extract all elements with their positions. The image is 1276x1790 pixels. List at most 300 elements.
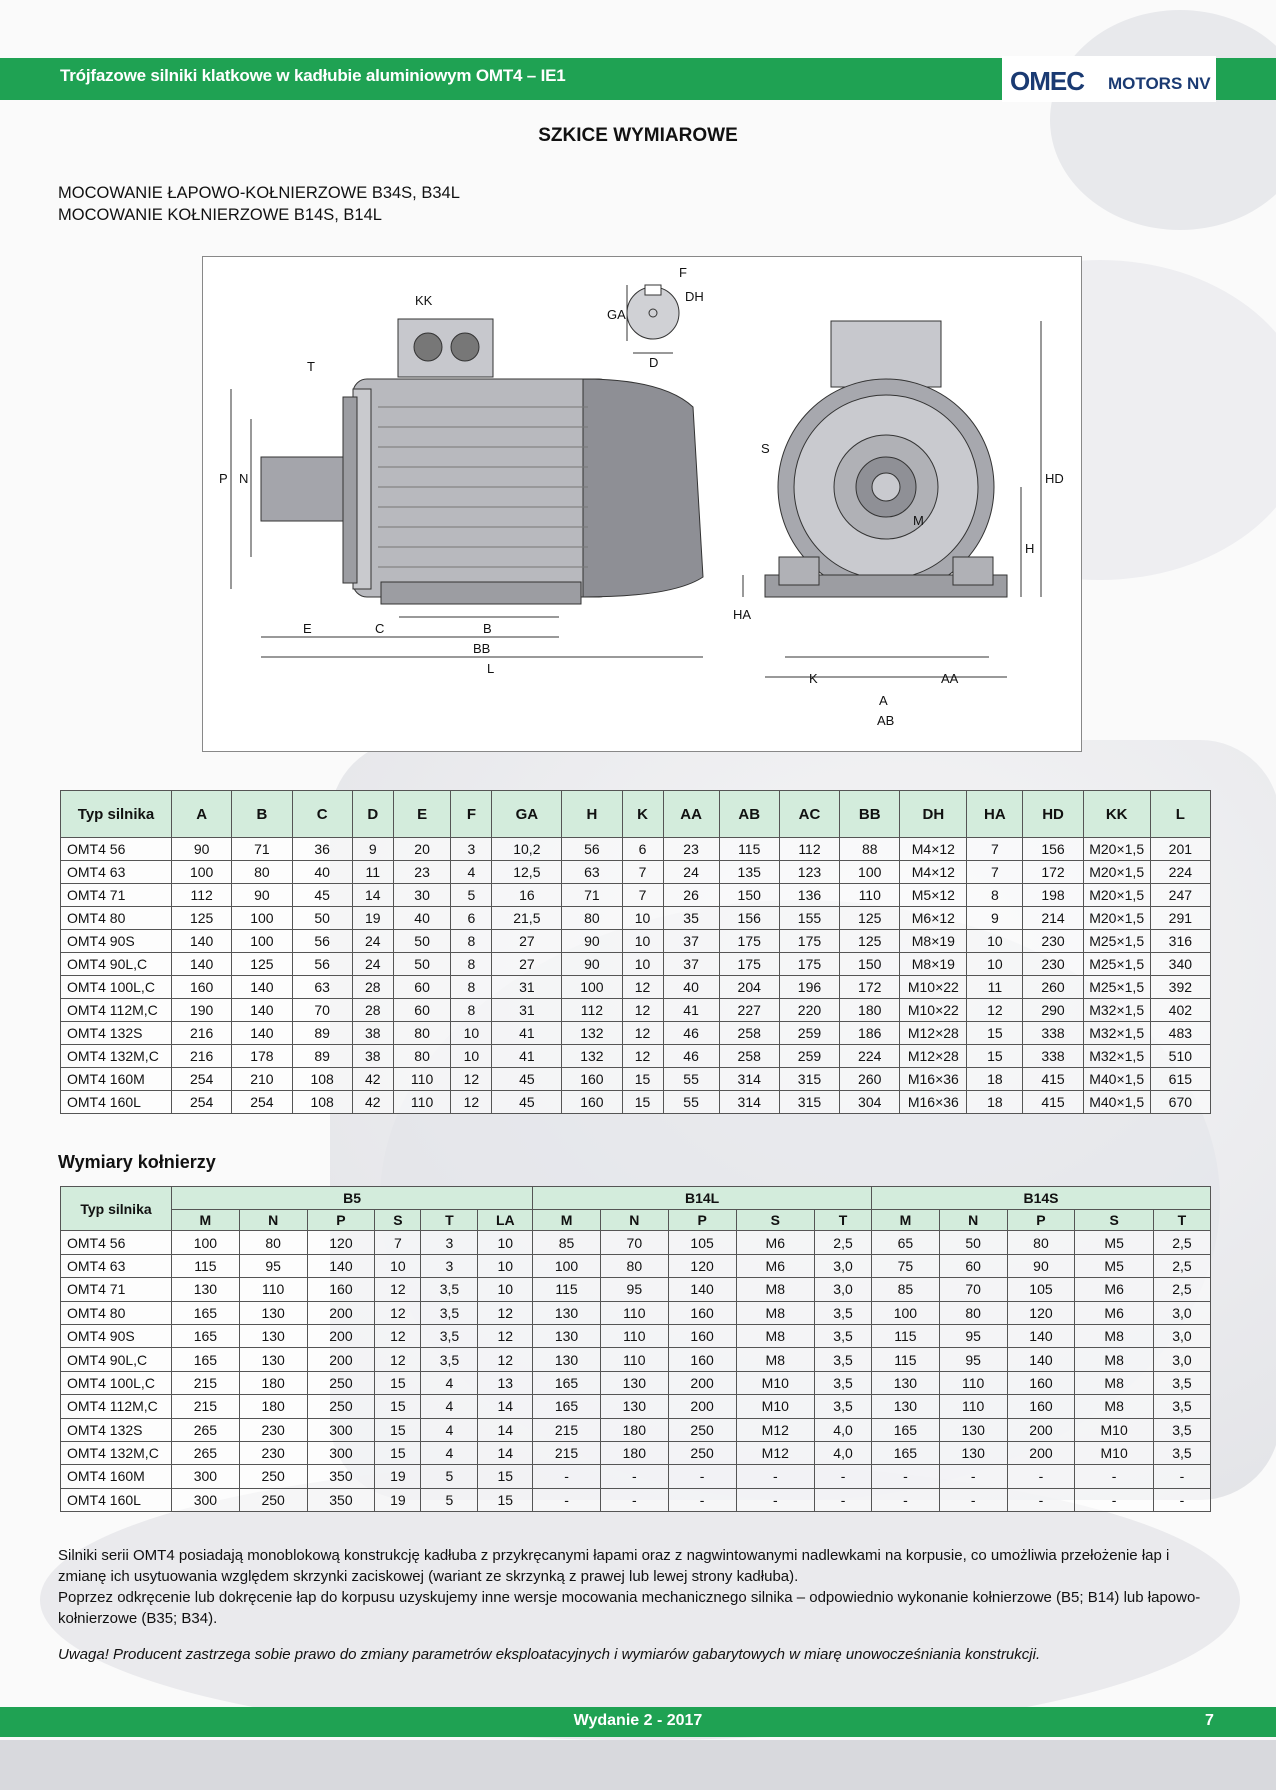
table-cell: 3,0 (815, 1254, 872, 1277)
table-cell: 3 (451, 838, 492, 861)
table-cell: 196 (779, 976, 839, 999)
table-cell: 71 (562, 884, 622, 907)
table-cell: 40 (393, 907, 451, 930)
table-cell: 45 (492, 1091, 562, 1114)
table-cell: 392 (1150, 976, 1210, 999)
table-cell: 100 (172, 861, 232, 884)
table-cell: - (1075, 1488, 1154, 1511)
label-ga: GA (607, 307, 626, 322)
motor-type-cell: OMT4 100L,C (61, 976, 172, 999)
table-cell: 140 (307, 1254, 375, 1277)
table-cell: 100 (562, 976, 622, 999)
table-cell: M32×1,5 (1083, 1022, 1150, 1045)
table-cell: 670 (1150, 1091, 1210, 1114)
table-cell: 130 (872, 1371, 940, 1394)
table-cell: 14 (478, 1418, 533, 1441)
logo-main-text: OMEC (1010, 66, 1084, 96)
table-cell: - (1153, 1465, 1210, 1488)
table-cell: 15 (967, 1022, 1023, 1045)
table-cell: 80 (393, 1045, 451, 1068)
table-cell: - (1007, 1488, 1075, 1511)
table-cell: 215 (172, 1395, 240, 1418)
table-cell: 3,5 (421, 1278, 478, 1301)
table-cell: 300 (172, 1465, 240, 1488)
table-cell: 23 (393, 861, 451, 884)
table-cell: 100 (172, 1231, 240, 1254)
column-header-l: L (1150, 791, 1210, 838)
table-cell: 259 (779, 1045, 839, 1068)
table-cell: M8 (1075, 1395, 1154, 1418)
label-n: N (239, 471, 249, 486)
table-cell: 224 (840, 1045, 900, 1068)
table-cell: 3 (421, 1254, 478, 1277)
label-bb: BB (473, 641, 491, 656)
table-row (61, 999, 1211, 1022)
table-cell: 180 (600, 1418, 668, 1441)
table-cell: 100 (872, 1301, 940, 1324)
table-cell: 250 (307, 1395, 375, 1418)
table-cell: 175 (719, 953, 779, 976)
table-cell: 136 (779, 884, 839, 907)
table-cell: M12×28 (900, 1045, 967, 1068)
label-ab: AB (877, 713, 895, 728)
table-cell: M6 (1075, 1278, 1154, 1301)
motor-type-cell: OMT4 90L,C (61, 1348, 172, 1371)
table-cell: 71 (232, 838, 292, 861)
table-cell: 45 (292, 884, 352, 907)
motor-type-cell: OMT4 63 (61, 1254, 172, 1277)
table-cell: 31 (492, 999, 562, 1022)
table-cell: 350 (307, 1488, 375, 1511)
table-cell: 35 (663, 907, 719, 930)
table-row (61, 1045, 1211, 1068)
subheader-s: S (1075, 1210, 1154, 1231)
disclaimer-note: Uwaga! Producent zastrzega sobie prawo do zmiany parametrów eksploatacyjnych i wymiarów gabarytowych w miarę unowocześniania konstrukcji. (58, 1646, 1041, 1663)
table-cell: 130 (239, 1348, 307, 1371)
table-cell: 140 (172, 953, 232, 976)
table-cell: 90 (232, 884, 292, 907)
table-cell: 26 (663, 884, 719, 907)
table-row (61, 1301, 1211, 1324)
table-cell: 3,5 (421, 1324, 478, 1347)
table-cell: M12 (736, 1418, 815, 1441)
table-cell: 250 (668, 1441, 736, 1464)
table-cell: 110 (393, 1068, 451, 1091)
table-cell: M4×12 (900, 861, 967, 884)
table-row (61, 1231, 1211, 1254)
table-cell: 254 (172, 1091, 232, 1114)
table-cell: 165 (172, 1348, 240, 1371)
motor-type-cell: OMT4 160L (61, 1488, 172, 1511)
table-cell: 41 (492, 1022, 562, 1045)
table-cell: 130 (172, 1278, 240, 1301)
table-cell: - (1007, 1465, 1075, 1488)
table-cell: 14 (478, 1441, 533, 1464)
table-cell: 259 (779, 1022, 839, 1045)
subheader-t: T (815, 1210, 872, 1231)
table-cell: 265 (172, 1418, 240, 1441)
motor-type-cell: OMT4 160L (61, 1091, 172, 1114)
table-cell: 5 (421, 1488, 478, 1511)
table-cell: 160 (668, 1348, 736, 1371)
table-cell: M8 (1075, 1371, 1154, 1394)
table-cell: 10 (967, 953, 1023, 976)
motor-type-cell: OMT4 90S (61, 1324, 172, 1347)
table-row (61, 1395, 1211, 1418)
table-cell: 50 (292, 907, 352, 930)
table-cell: 10 (478, 1231, 533, 1254)
table-cell: 200 (307, 1301, 375, 1324)
table-row (61, 1441, 1211, 1464)
mounting-line-2: MOCOWANIE KOŁNIERZOWE B14S, B14L (58, 206, 382, 224)
table-cell: - (1153, 1488, 1210, 1511)
table-cell: 89 (292, 1022, 352, 1045)
table-cell: 254 (172, 1068, 232, 1091)
motor-type-cell: OMT4 132S (61, 1418, 172, 1441)
table-cell: M10×22 (900, 976, 967, 999)
table-cell: 100 (533, 1254, 601, 1277)
label-kk: KK (415, 293, 433, 308)
table-cell: 13 (478, 1371, 533, 1394)
table-cell: 23 (663, 838, 719, 861)
table-cell: 510 (1150, 1045, 1210, 1068)
table-cell: 115 (872, 1348, 940, 1371)
motor-type-cell: OMT4 80 (61, 907, 172, 930)
table-cell: 7 (622, 861, 663, 884)
motor-type-cell: OMT4 90S (61, 930, 172, 953)
table-cell: 216 (172, 1045, 232, 1068)
table-cell: 150 (840, 953, 900, 976)
table-cell: 180 (840, 999, 900, 1022)
table-cell: 37 (663, 953, 719, 976)
table-cell: 100 (840, 861, 900, 884)
table-cell: 100 (232, 930, 292, 953)
motor-type-cell: OMT4 56 (61, 1231, 172, 1254)
table-row (61, 1091, 1211, 1114)
table-cell: 247 (1150, 884, 1210, 907)
table-cell: 95 (939, 1324, 1007, 1347)
table-cell: 70 (292, 999, 352, 1022)
table-cell: 180 (600, 1441, 668, 1464)
subheader-m: M (872, 1210, 940, 1231)
table-cell: 156 (1023, 838, 1083, 861)
table-cell: 165 (533, 1395, 601, 1418)
table-cell: 15 (478, 1488, 533, 1511)
table-cell: 120 (668, 1254, 736, 1277)
table-cell: - (939, 1488, 1007, 1511)
table-cell: 15 (375, 1418, 421, 1441)
table-cell: - (736, 1488, 815, 1511)
table-cell: 3,5 (815, 1395, 872, 1418)
table-cell: 15 (622, 1068, 663, 1091)
table-row (61, 953, 1211, 976)
label-d: D (649, 355, 659, 370)
table-cell: 60 (939, 1254, 1007, 1277)
table-cell: - (1075, 1465, 1154, 1488)
table-cell: 112 (779, 838, 839, 861)
table-cell: - (815, 1465, 872, 1488)
table-cell: M5 (1075, 1231, 1154, 1254)
table-cell: 110 (939, 1395, 1007, 1418)
table-cell: 130 (600, 1395, 668, 1418)
table-cell: 42 (352, 1068, 393, 1091)
table-cell: 3 (421, 1231, 478, 1254)
label-hd: HD (1045, 471, 1064, 486)
table-cell: M5 (1075, 1254, 1154, 1277)
table-row (61, 884, 1211, 907)
table-cell: 615 (1150, 1068, 1210, 1091)
table-cell: 112 (172, 884, 232, 907)
subheader-la: LA (478, 1210, 533, 1231)
group-header-b5: B5 (172, 1187, 533, 1210)
table-cell: M6×12 (900, 907, 967, 930)
table-cell: 260 (1023, 976, 1083, 999)
table-cell: 314 (719, 1068, 779, 1091)
table-cell: 8 (451, 976, 492, 999)
table-cell: 3,5 (1153, 1371, 1210, 1394)
table-cell: 338 (1023, 1022, 1083, 1045)
table-cell: 10 (622, 953, 663, 976)
table-cell: - (600, 1488, 668, 1511)
table-cell: 172 (840, 976, 900, 999)
table-cell: 12 (478, 1301, 533, 1324)
table-cell: M20×1,5 (1083, 838, 1150, 861)
subheader-p: P (1007, 1210, 1075, 1231)
motor-type-cell: OMT4 100L,C (61, 1371, 172, 1394)
table-cell: 90 (562, 953, 622, 976)
table-cell: 175 (779, 930, 839, 953)
table-cell: M20×1,5 (1083, 861, 1150, 884)
table-cell: 110 (600, 1324, 668, 1347)
table-cell: 132 (562, 1045, 622, 1068)
table-cell: 27 (492, 930, 562, 953)
label-l: L (487, 661, 495, 676)
label-s: S (761, 441, 770, 456)
table-cell: 4 (421, 1395, 478, 1418)
table-cell: 130 (872, 1395, 940, 1418)
table-cell: 24 (352, 930, 393, 953)
table-cell: M8 (736, 1348, 815, 1371)
table-cell: 250 (239, 1488, 307, 1511)
table-cell: 415 (1023, 1091, 1083, 1114)
table-cell: 304 (840, 1091, 900, 1114)
table-cell: 19 (352, 907, 393, 930)
table-cell: M25×1,5 (1083, 953, 1150, 976)
table-cell: 210 (232, 1068, 292, 1091)
table-cell: 4 (421, 1371, 478, 1394)
table-cell: 155 (779, 907, 839, 930)
table-row (61, 838, 1211, 861)
motor-type-cell: OMT4 132M,C (61, 1045, 172, 1068)
table-cell: 80 (1007, 1231, 1075, 1254)
flange-table-title: Wymiary kołnierzy (58, 1152, 216, 1172)
table-cell: 6 (451, 907, 492, 930)
table-cell: 160 (562, 1068, 622, 1091)
table-cell: 20 (393, 838, 451, 861)
label-k: K (809, 671, 818, 686)
subheader-m: M (533, 1210, 601, 1231)
table-cell: 80 (239, 1231, 307, 1254)
table-cell: 200 (668, 1371, 736, 1394)
table-cell: 3,0 (1153, 1348, 1210, 1371)
group-header-b14l: B14L (533, 1187, 872, 1210)
table-cell: 115 (172, 1254, 240, 1277)
table-cell: 80 (562, 907, 622, 930)
table-cell: 36 (292, 838, 352, 861)
table-cell: 41 (492, 1045, 562, 1068)
label-e: E (303, 621, 312, 636)
table-cell: 316 (1150, 930, 1210, 953)
subheader-n: N (239, 1210, 307, 1231)
table-cell: 4 (421, 1418, 478, 1441)
table-cell: 200 (1007, 1418, 1075, 1441)
table-cell: 30 (393, 884, 451, 907)
table-cell: 9 (967, 907, 1023, 930)
table-cell: 4,0 (815, 1441, 872, 1464)
table-cell: 80 (600, 1254, 668, 1277)
table-cell: 402 (1150, 999, 1210, 1022)
table-cell: 12 (375, 1324, 421, 1347)
table-cell: 2,5 (1153, 1231, 1210, 1254)
table-cell: 7 (375, 1231, 421, 1254)
table-cell: 12 (451, 1068, 492, 1091)
subheader-t: T (421, 1210, 478, 1231)
table-cell: 115 (872, 1324, 940, 1347)
table-cell: 90 (562, 930, 622, 953)
table-cell: M5×12 (900, 884, 967, 907)
table-cell: 40 (292, 861, 352, 884)
table-cell: 12 (967, 999, 1023, 1022)
table-cell: 230 (1023, 953, 1083, 976)
table-cell: 160 (1007, 1371, 1075, 1394)
table-cell: 42 (352, 1091, 393, 1114)
table-cell: 165 (872, 1418, 940, 1441)
column-header-aa: AA (663, 791, 719, 838)
table-cell: 95 (600, 1278, 668, 1301)
table-cell: 19 (375, 1465, 421, 1488)
table-cell: 38 (352, 1022, 393, 1045)
table-cell: 190 (172, 999, 232, 1022)
table-cell: 85 (533, 1231, 601, 1254)
table-cell: 95 (939, 1348, 1007, 1371)
subheader-n: N (939, 1210, 1007, 1231)
table-cell: 90 (172, 838, 232, 861)
table-cell: 200 (307, 1348, 375, 1371)
table-cell: M20×1,5 (1083, 884, 1150, 907)
table-cell: 2,5 (1153, 1254, 1210, 1277)
table-cell: 3,0 (1153, 1301, 1210, 1324)
table-cell: - (600, 1465, 668, 1488)
table-cell: 14 (478, 1395, 533, 1418)
table-cell: 16 (492, 884, 562, 907)
table-cell: 216 (172, 1022, 232, 1045)
table-cell: 165 (872, 1441, 940, 1464)
table-cell: 115 (719, 838, 779, 861)
table-cell: 214 (1023, 907, 1083, 930)
subheader-p: P (307, 1210, 375, 1231)
table-cell: 180 (239, 1371, 307, 1394)
table-cell: 123 (779, 861, 839, 884)
table-cell: 10,2 (492, 838, 562, 861)
table-cell: 200 (668, 1395, 736, 1418)
table-cell: 2,5 (1153, 1278, 1210, 1301)
table-cell: 12 (622, 999, 663, 1022)
table-cell: 108 (292, 1068, 352, 1091)
table-cell: 63 (292, 976, 352, 999)
flange-dimensions-table (60, 1186, 1211, 1512)
table-cell: 8 (451, 953, 492, 976)
table-cell: 8 (451, 930, 492, 953)
motor-type-cell: OMT4 132S (61, 1022, 172, 1045)
type-header: Typ silnika (61, 791, 172, 838)
table-cell: 11 (967, 976, 1023, 999)
table-cell: 130 (600, 1371, 668, 1394)
table-cell: 41 (663, 999, 719, 1022)
table-row (61, 1418, 1211, 1441)
table-cell: 120 (1007, 1301, 1075, 1324)
table-cell: 21,5 (492, 907, 562, 930)
column-header-bb: BB (840, 791, 900, 838)
motor-type-cell: OMT4 90L,C (61, 953, 172, 976)
table-cell: - (533, 1488, 601, 1511)
table-cell: 10 (622, 907, 663, 930)
table-cell: M12 (736, 1441, 815, 1464)
table-cell: 165 (172, 1324, 240, 1347)
table-row (61, 1348, 1211, 1371)
table-cell: 160 (172, 976, 232, 999)
motor-type-cell: OMT4 112M,C (61, 999, 172, 1022)
table-cell: 140 (668, 1278, 736, 1301)
table-cell: 175 (719, 930, 779, 953)
table-cell: 350 (307, 1465, 375, 1488)
table-cell: 250 (307, 1371, 375, 1394)
table-cell: 7 (967, 861, 1023, 884)
table-cell: 258 (719, 1045, 779, 1068)
table-cell: 135 (719, 861, 779, 884)
table-cell: 28 (352, 976, 393, 999)
column-header-dh: DH (900, 791, 967, 838)
table-cell: 340 (1150, 953, 1210, 976)
table-cell: 315 (779, 1068, 839, 1091)
table-cell: 110 (840, 884, 900, 907)
table-cell: 56 (292, 930, 352, 953)
table-cell: 18 (967, 1068, 1023, 1091)
table-cell: 3,5 (815, 1301, 872, 1324)
table-cell: 215 (533, 1418, 601, 1441)
table-cell: 260 (840, 1068, 900, 1091)
table-cell: 46 (663, 1022, 719, 1045)
page-number: 7 (1205, 1712, 1214, 1729)
table-cell: 5 (451, 884, 492, 907)
subheader-s: S (375, 1210, 421, 1231)
table-cell: 156 (719, 907, 779, 930)
shaft-detail (627, 285, 679, 339)
table-cell: 291 (1150, 907, 1210, 930)
table-cell: 80 (939, 1301, 1007, 1324)
column-header-ac: AC (779, 791, 839, 838)
table-cell: 40 (663, 976, 719, 999)
label-dh: DH (685, 289, 704, 304)
label-m: M (913, 513, 924, 528)
table-cell: 50 (939, 1231, 1007, 1254)
table-row (61, 1022, 1211, 1045)
table-cell: 12 (622, 976, 663, 999)
column-header-hd: HD (1023, 791, 1083, 838)
table-cell: 10 (451, 1045, 492, 1068)
table-cell: 227 (719, 999, 779, 1022)
table-cell: 10 (478, 1254, 533, 1277)
table-cell: 258 (719, 1022, 779, 1045)
